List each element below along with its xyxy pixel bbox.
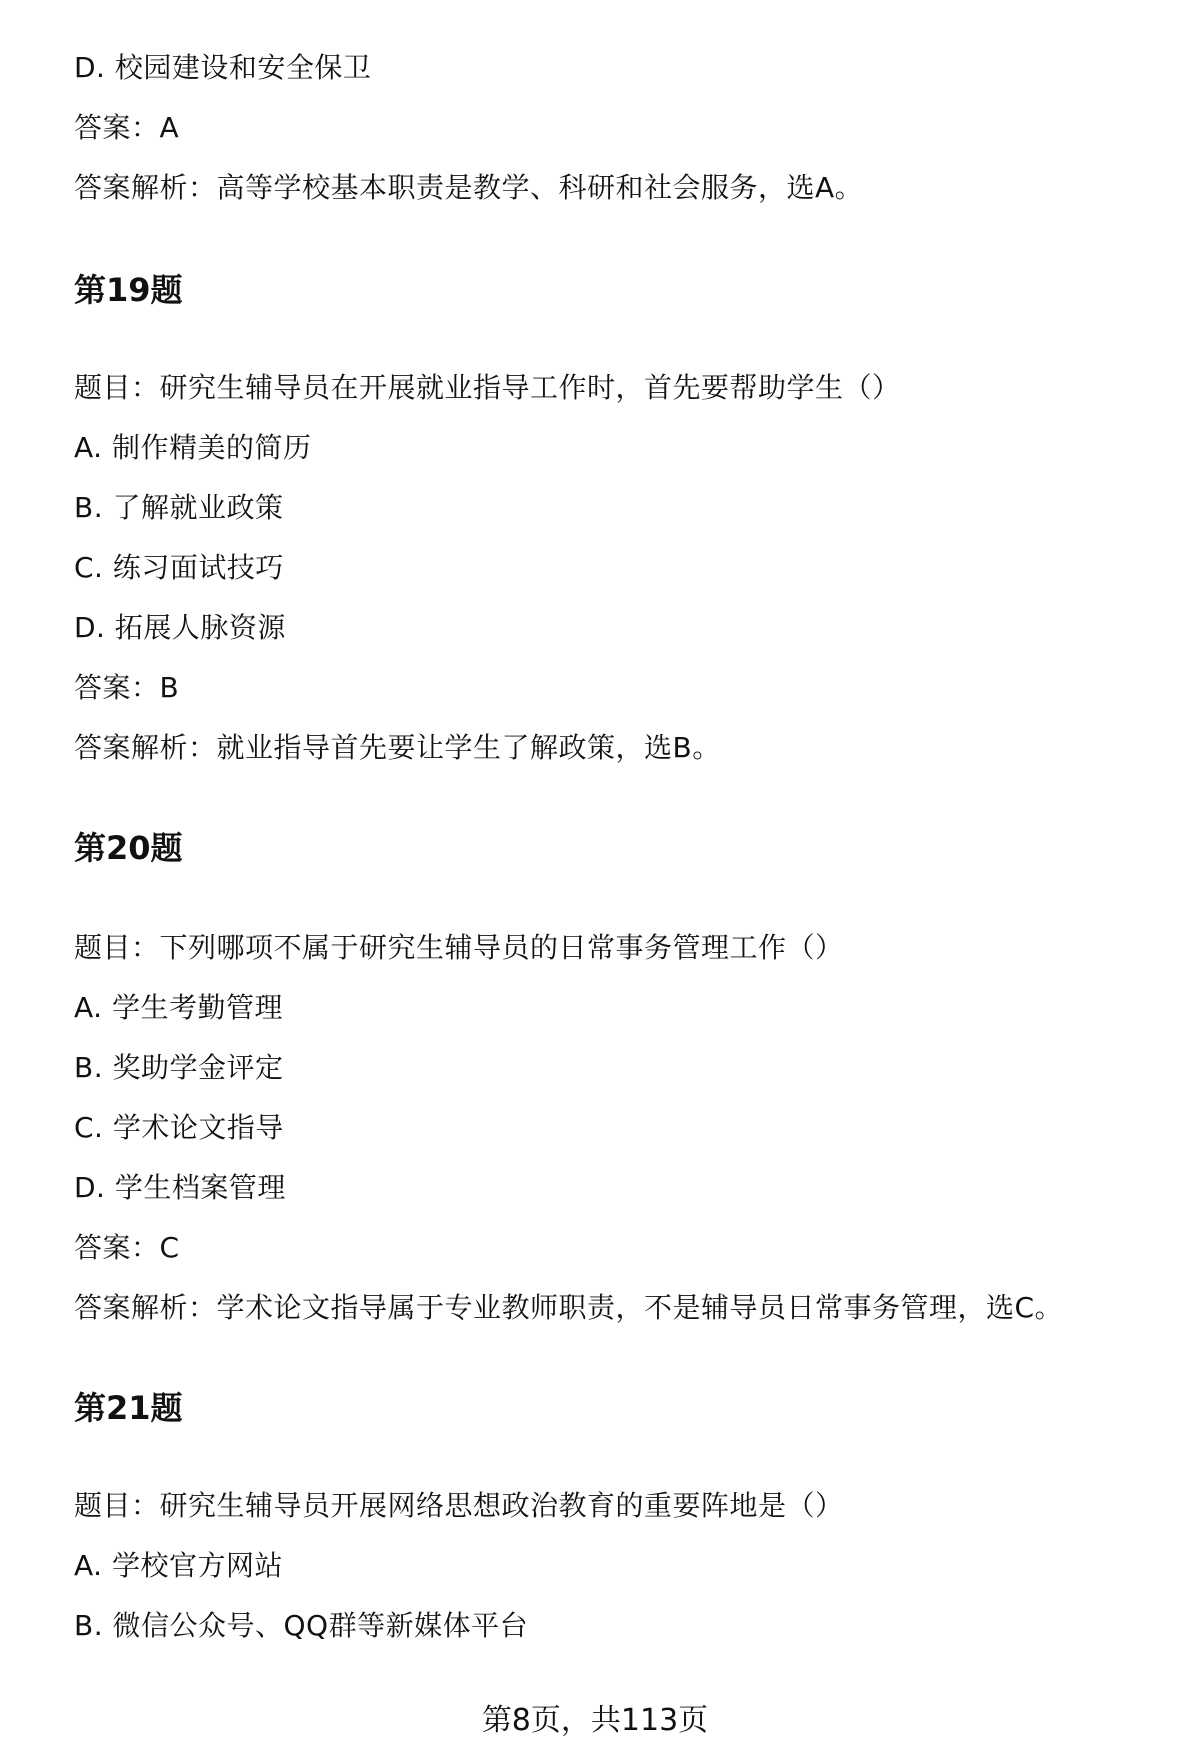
answer: 答案：B [74, 671, 180, 704]
page-number-footer: 第8页，共113页 [481, 1703, 709, 1738]
option-d: D. 拓展人脉资源 [74, 611, 286, 644]
q18-answer: 答案：A [74, 111, 180, 144]
answer-explanation: 答案解析：就业指导首先要让学生了解政策，选B。 [74, 731, 721, 764]
question-stem: 题目：研究生辅导员开展网络思想政治教育的重要阵地是（） [74, 1489, 844, 1522]
q18-option-d: D. 校园建设和安全保卫 [74, 51, 372, 84]
answer-explanation: 答案解析：学术论文指导属于专业教师职责，不是辅导员日常事务管理，选C。 [74, 1291, 1064, 1324]
option-c: C. 学术论文指导 [74, 1111, 284, 1144]
option-a: A. 学校官方网站 [74, 1549, 283, 1582]
question-heading: 第19题 [74, 271, 183, 309]
question-stem: 题目：下列哪项不属于研究生辅导员的日常事务管理工作（） [74, 931, 844, 964]
option-b: B. 了解就业政策 [74, 491, 284, 524]
answer: 答案：C [74, 1231, 180, 1264]
option-a: A. 学生考勤管理 [74, 991, 283, 1024]
option-b: B. 微信公众号、QQ群等新媒体平台 [74, 1609, 529, 1642]
q18-explanation: 答案解析：高等学校基本职责是教学、科研和社会服务，选A。 [74, 171, 864, 204]
question-heading: 第21题 [74, 1389, 183, 1427]
question-stem: 题目：研究生辅导员在开展就业指导工作时，首先要帮助学生（） [74, 371, 901, 404]
option-d: D. 学生档案管理 [74, 1171, 286, 1204]
question-heading: 第20题 [74, 829, 183, 867]
option-c: C. 练习面试技巧 [74, 551, 284, 584]
option-b: B. 奖助学金评定 [74, 1051, 284, 1084]
option-a: A. 制作精美的简历 [74, 431, 312, 464]
